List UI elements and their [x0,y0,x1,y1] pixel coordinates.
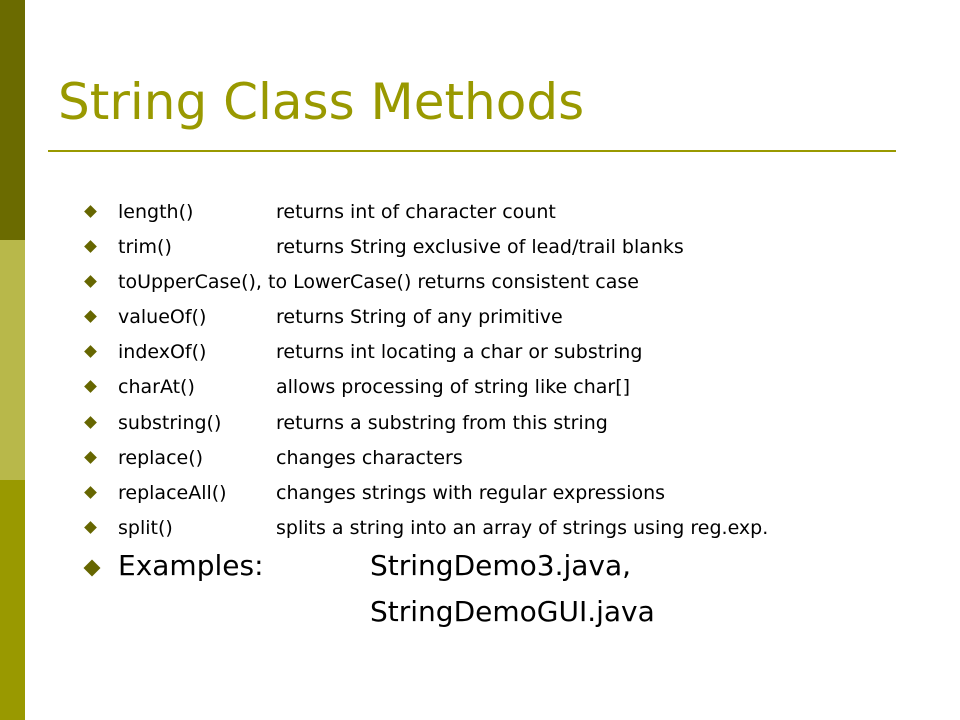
sidebar-stripe-middle [0,240,25,480]
method-name: substring() [118,412,222,434]
diamond-bullet-icon [84,275,97,288]
method-description: returns a substring from this string [276,412,608,434]
method-name: length() [118,201,194,223]
method-name: toUpperCase(), to LowerCase() returns consistent case [118,271,639,293]
diamond-bullet-icon [84,486,97,499]
method-name: valueOf() [118,306,207,328]
method-description: returns int locating a char or substring [276,341,643,363]
sidebar-stripe-top [0,0,25,240]
sidebar-stripe-bottom [0,480,25,720]
method-name: replaceAll() [118,482,227,504]
method-name: indexOf() [118,341,207,363]
method-name: trim() [118,236,172,258]
method-description: returns String exclusive of lead/trail blanks [276,236,684,258]
method-name: charAt() [118,376,195,398]
diamond-bullet-icon [84,451,97,464]
example-file-2: StringDemoGUI.java [370,595,655,628]
method-description: returns String of any primitive [276,306,563,328]
title-underline [48,150,896,152]
diamond-bullet-icon [84,310,97,323]
diamond-bullet-icon [84,521,97,534]
diamond-bullet-icon [84,345,97,358]
examples-label: Examples: [118,549,264,582]
method-name: replace() [118,447,204,469]
example-file-1: StringDemo3.java, [370,549,632,582]
method-description: changes strings with regular expressions [276,482,666,504]
method-description: splits a string into an array of strings using reg.exp. [276,517,769,539]
diamond-bullet-icon [84,380,97,393]
diamond-bullet-icon [84,240,97,253]
method-description: returns int of character count [276,201,556,223]
method-description: changes characters [276,447,463,469]
method-description: allows processing of string like char[] [276,376,631,398]
slide-title: String Class Methods [58,73,585,131]
method-name: split() [118,517,173,539]
diamond-bullet-icon [84,205,97,218]
diamond-bullet-icon [84,416,97,429]
diamond-bullet-icon [84,560,101,577]
